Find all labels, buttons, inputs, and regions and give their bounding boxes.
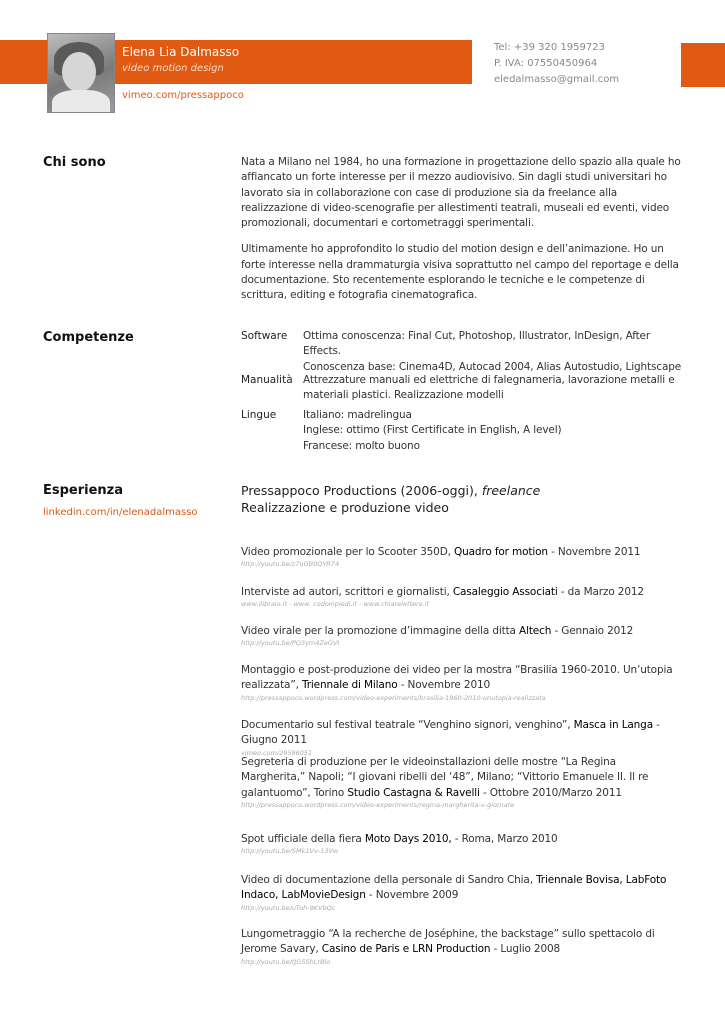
skill-line: Conoscenza base: Cinema4D, Autocad 2004, Alias Autostudio, Lightscape	[303, 360, 682, 373]
company-note: freelance	[481, 483, 541, 498]
skill-line: materiali plastici. Realizzazione modelli	[303, 389, 504, 402]
vat-number: P. IVA: 07550450964	[494, 58, 598, 69]
about-text	[241, 155, 681, 304]
item-client: Masca in Langa	[573, 719, 653, 731]
company-heading	[241, 482, 540, 516]
skill-label-lingue: Lingue	[241, 409, 277, 421]
item-client: Moto Days 2010,	[364, 833, 452, 845]
experience-item	[241, 663, 681, 703]
section-title-competenze: Competenze	[43, 330, 134, 345]
item-client: Triennale Bovisa, LabFoto Indaco, LabMovieDesign	[241, 874, 667, 902]
linkedin-link[interactable]: linkedin.com/in/elenadalmasso	[43, 507, 198, 518]
item-date: - Luglio 2008	[490, 943, 561, 956]
company-name: Pressappoco Productions (2006-oggi),	[241, 483, 482, 498]
item-url[interactable]: http://youtu.be/z7uGB0QYR74	[241, 560, 340, 569]
item-url[interactable]: http://youtu.be/PQ3ym4ZeGVI	[241, 639, 340, 648]
skill-line: Francese: molto buono	[303, 439, 420, 452]
about-paragraph: Nata a Milano nel 1984, ho una formazione in progettazione dello spazio alla quale ho affiancato un forte interesse per il mezzo audiovisivo. Sin dagli studi universitari ho lavorato sia in collaborazione con case di produzione sia da freelance alla realizzazione di video-scenografie per allestimenti teatrali, museali ed eventi, video promozionali, documentari e cortometraggi sperimentali.	[241, 156, 681, 230]
item-url[interactable]: http://pressappoco.wordpress.com/video-experiments/regina-margherita-v-giornate	[241, 800, 515, 809]
experience-item	[241, 873, 681, 913]
company-subtitle: Realizzazione e produzione video	[241, 500, 449, 515]
item-url[interactable]: http://youtu.be/uToh-9KVbQc	[241, 903, 336, 912]
item-text: Lungometraggio “A la recherche de Joséphine, the backstage” sullo spettacolo di Jerome Savary,	[241, 928, 655, 956]
item-text: Video promozionale per lo Scooter 350D,	[241, 546, 455, 558]
section-title-esperienza: Esperienza	[43, 483, 124, 498]
experience-item	[241, 718, 681, 758]
item-text: Video virale per la promozione d’immagine della ditta	[241, 625, 520, 637]
experience-item	[241, 545, 681, 569]
item-date: - Gennaio 2012	[551, 625, 634, 637]
item-client: Casino de Paris e LRN Production	[321, 943, 491, 956]
skill-label-software: Software	[241, 330, 288, 342]
item-client: Altech	[519, 625, 552, 637]
person-role: video motion design	[122, 63, 224, 74]
item-text: Video di documentazione della personale di Sandro Chia,	[241, 874, 537, 886]
experience-item	[241, 755, 681, 810]
skill-software	[303, 329, 683, 375]
item-client: Casaleggio Associati	[452, 586, 558, 598]
item-url[interactable]: http://youtu.be/tJG5ShLrBlo	[241, 957, 331, 966]
contact-block	[494, 40, 619, 88]
person-name: Elena Lia Dalmasso	[122, 45, 240, 59]
item-url[interactable]: vimeo.com/29596051	[241, 748, 313, 757]
skill-line: Inglese: ottimo (First Certificate in English, A level)	[303, 424, 562, 437]
item-date: - Ottobre 2010/Marzo 2011	[479, 786, 622, 799]
header-accent-square	[681, 43, 725, 87]
about-paragraph: Ultimamente ho approfondito lo studio del motion design e dell’animazione. Ho un forte interesse nella drammaturgia visiva soprattutto nel campo del reportage e della documentazione. Sto recentemente esplorando le tecniche e le competenze di scrittura, editing e fotografia cinematografica.	[241, 243, 679, 302]
item-text: Spot ufficiale della fiera	[241, 833, 365, 845]
item-date: - Novembre 2009	[365, 889, 459, 902]
skill-line: Italiano: madrelingua	[303, 409, 412, 421]
item-date: - Giugno 2011	[241, 719, 660, 747]
skill-lingue	[303, 408, 683, 454]
item-date: - Novembre 2010	[397, 679, 491, 692]
item-client: Quadro for motion	[454, 546, 548, 558]
experience-item	[241, 927, 681, 967]
section-title-chi-sono: Chi sono	[43, 155, 106, 170]
item-text: Segreteria di produzione per le videoinstallazioni delle mostre “La Regina Margherita,” Napoli; “I giovani ribelli del ‘48”, Milano; “Vittorio Emanuele II. Il re galantuomo”, Torino	[241, 756, 649, 799]
phone: Tel: +39 320 1959723	[494, 42, 605, 53]
item-client: Triennale di Milano	[302, 679, 398, 692]
item-client: Studio Castagna & Ravelli	[347, 786, 480, 799]
item-url[interactable]: http://pressappoco.wordpress.com/video-experiments/brasilia-1960-2010-unutopia-realizzata	[241, 693, 546, 702]
skill-line: Ottima conoscenza: Final Cut, Photoshop, Illustrator, InDesign, After Effects.	[303, 330, 651, 358]
item-date: - Roma, Marzo 2010	[451, 833, 558, 845]
item-text: Interviste ad autori, scrittori e giornalisti,	[241, 586, 453, 598]
skill-manualita	[303, 373, 683, 404]
skill-label-manualita: Manualità	[241, 374, 293, 386]
experience-item	[241, 585, 681, 609]
item-date: - da Marzo 2012	[557, 586, 644, 598]
experience-item	[241, 624, 681, 648]
skill-line: Attrezzature manuali ed elettriche di falegnameria, lavorazione metalli e	[303, 374, 675, 386]
item-url[interactable]: http://youtu.be/SMk1Vv-13Vw	[241, 847, 339, 856]
item-text: Montaggio e post-produzione dei video per la mostra “Brasilia 1960-2010. Un’utopia realizzata”,	[241, 664, 673, 692]
item-text: Documentario sul festival teatrale “Venghino signori, venghino”,	[241, 719, 574, 731]
email[interactable]: eledalmasso@gmail.com	[494, 74, 620, 85]
profile-photo	[47, 33, 115, 113]
item-date: - Novembre 2011	[547, 546, 641, 558]
item-url[interactable]: www.ilibraio.it - www. codoinpiedi.it - www.chiarelettere.it	[241, 600, 430, 609]
experience-item	[241, 832, 681, 856]
website-link[interactable]: vimeo.com/pressappoco	[122, 90, 244, 101]
